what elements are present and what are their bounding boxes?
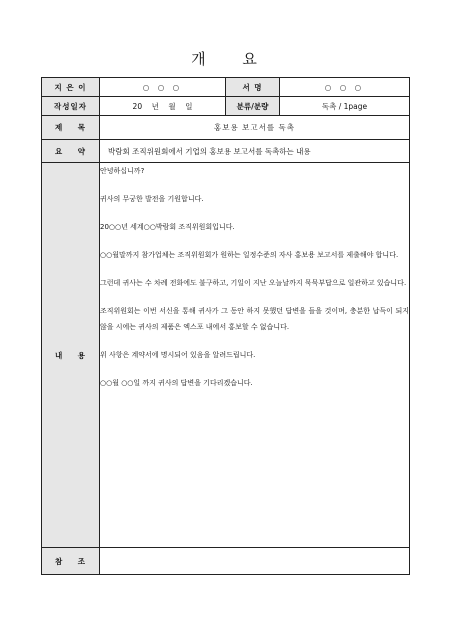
date-label: 작성일자 bbox=[42, 97, 100, 116]
content-paragraph: 위 사항은 계약서에 명시되어 있음을 알려드립니다. bbox=[100, 351, 256, 359]
content-paragraph: 귀사의 무궁한 발전을 기원합니다. bbox=[100, 195, 204, 203]
reference-row bbox=[42, 548, 410, 575]
subject-label: 제 목 bbox=[42, 116, 100, 140]
subject-value: 홍보용 보고서를 독촉 bbox=[100, 116, 410, 140]
content-paragraph: 20○○년 세계○○박람회 조직위원회입니다. bbox=[100, 223, 235, 231]
author-row bbox=[42, 78, 410, 97]
content-paragraph: 조직위원회는 이번 서신을 통해 귀사가 그 동안 하지 못했던 답변을 들을 것이며, 충분한 납득이 되지 않을 시에는 귀사의 제품은 엑스포 내에서 홍보할 수 없습니다. bbox=[100, 307, 409, 331]
reference-value bbox=[100, 548, 410, 575]
category-label: 분류/분량 bbox=[226, 97, 280, 116]
signature-label: 서 명 bbox=[226, 78, 280, 97]
author-value: ○ ○ ○ bbox=[100, 78, 226, 97]
category-value: 독촉 / 1page bbox=[280, 97, 410, 116]
content-paragraph: ○○월말까지 참가업체는 조직위원회가 원하는 일정수준의 자사 홍보용 보고서를 제출해야 합니다. bbox=[100, 251, 399, 259]
content-body bbox=[100, 163, 410, 548]
content-label: 내 용 bbox=[42, 163, 100, 548]
summary-label: 요 약 bbox=[42, 140, 100, 163]
summary-value: 박람회 조직위원회에서 기업의 홍보용 보고서를 독촉하는 내용 bbox=[100, 140, 410, 163]
summary-row bbox=[42, 140, 410, 163]
date-row bbox=[42, 97, 410, 116]
overview-form bbox=[41, 77, 410, 575]
signature-value: ○ ○ ○ bbox=[280, 78, 410, 97]
date-value: 20 년 월 일 bbox=[100, 97, 226, 116]
document-title: 개 요 bbox=[191, 50, 259, 68]
subject-row bbox=[42, 116, 410, 140]
author-label: 지 은 이 bbox=[42, 78, 100, 97]
reference-label: 참 조 bbox=[42, 548, 100, 575]
content-paragraph: 그런데 귀사는 수 차례 전화에도 불구하고, 기일이 지난 오늘날까지 묵묵부답으로 일관하고 있습니다. bbox=[100, 279, 407, 287]
content-paragraph: ○○월 ○○일 까지 귀사의 답변을 기다리겠습니다. bbox=[100, 379, 253, 387]
content-row bbox=[42, 163, 410, 548]
content-paragraph: 안녕하십니까? bbox=[100, 167, 145, 175]
